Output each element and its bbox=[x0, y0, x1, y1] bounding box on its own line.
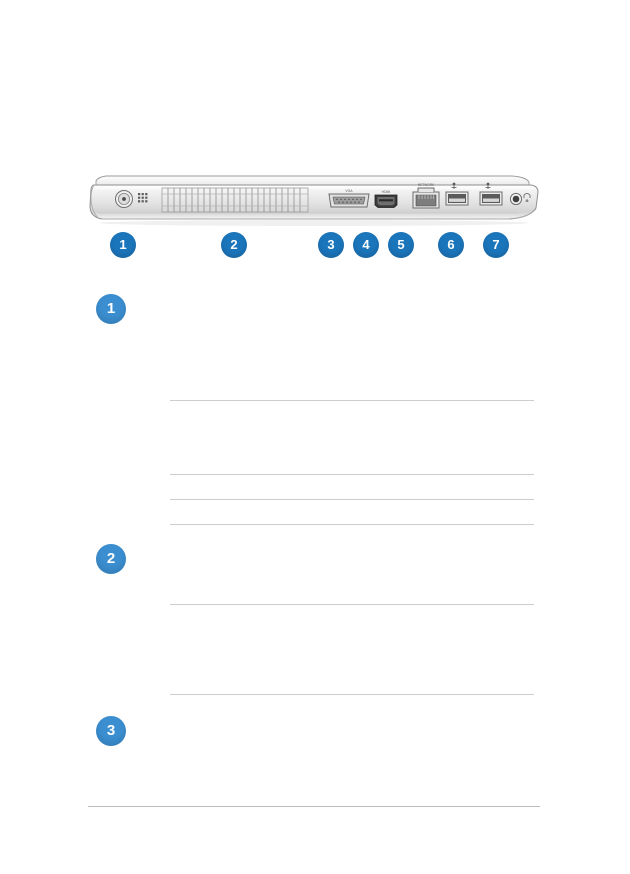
entry-number-3: 3 bbox=[96, 716, 126, 746]
laptop-side-illustration bbox=[88, 168, 540, 230]
svg-text:VGA: VGA bbox=[345, 189, 353, 193]
entry-number-2: 2 bbox=[96, 544, 126, 574]
section-divider bbox=[170, 499, 534, 500]
callout-badge-3: 3 bbox=[318, 232, 344, 258]
air-vents-icon bbox=[162, 188, 308, 212]
section-divider bbox=[170, 604, 534, 605]
callout-badge-5: 5 bbox=[388, 232, 414, 258]
entry-number-1: 1 bbox=[96, 294, 126, 324]
footer-divider bbox=[88, 806, 540, 807]
callout-badge-1: 1 bbox=[110, 232, 136, 258]
section-divider bbox=[170, 694, 534, 695]
figure-callout-badges bbox=[88, 232, 540, 266]
section-divider bbox=[170, 474, 534, 475]
callout-badge-4: 4 bbox=[353, 232, 379, 258]
section-divider bbox=[170, 400, 534, 401]
svg-text:NETWORK: NETWORK bbox=[417, 183, 435, 187]
callout-badge-7: 7 bbox=[483, 232, 509, 258]
section-divider bbox=[170, 524, 534, 525]
svg-text:HDMI: HDMI bbox=[381, 190, 391, 194]
callout-badge-2: 2 bbox=[221, 232, 247, 258]
laptop-chassis-svg bbox=[88, 168, 540, 230]
callout-badge-6: 6 bbox=[438, 232, 464, 258]
